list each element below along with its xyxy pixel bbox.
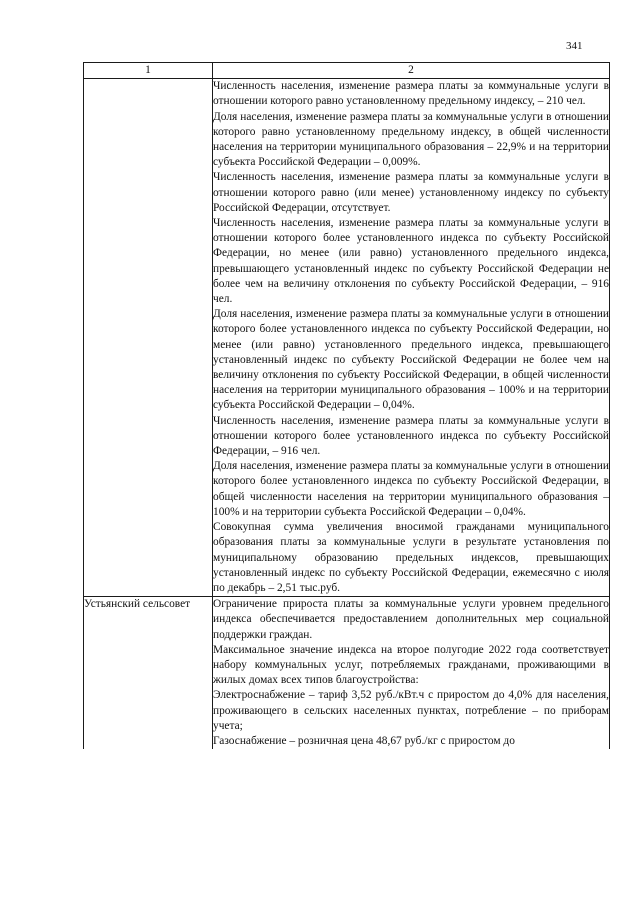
row-2-col-1 [84,597,213,750]
paragraph: Максимальное значение индекса на второе полугодие 2022 года соответствует набору коммунальных услуг, потребляемых гражданами, проживающими в жилых домах всех типов благоустройства: [213,643,609,687]
row-2-col-2 [213,597,610,750]
paragraph: Численность населения, изменение размера платы за коммунальные услуги в отношении которого более установленного индекса по субъекту Российской Федерации, но менее (или равно) установленного предельного индекса, превышающего установленный индекс по субъекту Российской Федерации не более чем на величину отклонения по субъекту Российской Федерации, – 916 чел. [213,217,609,306]
paragraph: Доля населения, изменение размера платы за коммунальные услуги в отношении которого равно установленному предельному индексу, в общей численности населения на территории муниципального образования – 22,9% и на территории субъекта Российской Федерации – 0,009%. [213,110,609,169]
column-header-1: 1 [84,63,213,79]
paragraph: Численность населения, изменение размера платы за коммунальные услуги в отношении которого равно (или менее) установленному индексу по субъекту Российской Федерации, отсутствует. [213,171,609,214]
table-row [84,597,610,750]
row-1-col-2 [213,79,610,597]
paragraph: Ограничение прироста платы за коммунальные услуги уровнем предельного индекса обеспечивается предоставлением дополнительных мер социальной поддержки граждан. [213,598,609,641]
municipality-name: Устьянский сельсовет [84,598,191,611]
paragraph: Совокупная сумма увеличения вносимой гражданами муниципального образования платы за коммунальные услуги в результате установления по муниципальному образованию предельных индексов, превышающих установленный индекс по субъекту Российской Федерации, ежемесячно с июля по декабрь – 2,51 тыс.руб. [213,521,609,594]
table-row [84,79,610,597]
column-header-2: 2 [213,63,610,79]
paragraph: Электроснабжение – тариф 3,52 руб./кВт.ч с приростом до 4,0% для населения, проживающего в сельских населенных пунктах, потребление – по приборам учета; [213,689,609,732]
row-1-col-1 [84,79,213,597]
paragraph: Численность населения, изменение размера платы за коммунальные услуги в отношении которого более установленного индекса по субъекту Российской Федерации, – 916 чел. [213,414,609,458]
paragraph: Газоснабжение – розничная цена 48,67 руб./кг с приростом до [213,734,515,747]
document-table [83,62,610,749]
paragraph: Численность населения, изменение размера платы за коммунальные услуги в отношении которого равно установленному предельному индексу, – 210 чел. [213,80,609,108]
page-number: 341 [566,40,583,52]
paragraph: Доля населения, изменение размера платы за коммунальные услуги в отношении которого более установленного индекса по субъекту Российской Федерации, но менее (или равно) установленного предельного индекса, превышающего установленный индекс по субъекту Российской Федерации не более чем на величину отклонения по субъекту Российской Федерации, в общей численности населения на территории муниципального образования – 100% и на территории субъекта Российской Федерации – 0,04%. [213,308,609,412]
table-header-row [84,63,610,79]
paragraph: Доля населения, изменение размера платы за коммунальные услуги в отношении которого более установленного индекса по субъекту Российской Федерации, в общей численности населения на территории муниципального образования – 100% и на территории субъекта Российской Федерации – 0,04%. [213,460,609,518]
